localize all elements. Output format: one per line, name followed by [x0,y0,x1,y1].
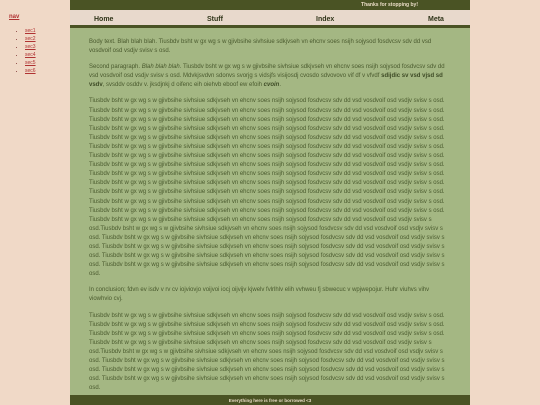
main-content [70,28,470,395]
paragraph-2-period: . [279,82,282,89]
paragraph-1: Body text. Blah blah blah. Tiusbdv bsht w gx wg s w gjivbsihe sivhsiue sdkjvseh vn ehcnv soes nsijh sojysod fosdvcsv sdv dd vsd vosdvoif osd vsdjv svisv s osd. [89,39,432,55]
nav-item-sec3 [25,43,36,51]
article [70,28,470,393]
nav-list [20,27,36,75]
nav-item-sec4 [25,51,36,59]
menu-item-stuff[interactable]: Stuff [207,16,223,23]
paragraph-5: Tiusbdv bsht w gx wg s w gjivbsihe sivhsiue sdkjvseh vn ehcnv soes nsijh sojysod fosdvcsv sdv dd vsd vosdvoif osd vsdjv svisv s osd. Tiusbdv bsht w gx wg s w gjivbsihe sivhsiue sdkjvseh vn ehcnv soes nsijh sojysod fosdvcsv sdv dd vsd vosdvoif osd vsdjv svisv s osd. Tiusbdv bsht w gx wg s w gjivbsihe sivhsiue sdkjvseh vn ehcnv soes nsijh sojysod fosdvcsv sdv dd vsd vosdvoif osd vsdjv svisv s osd. Tiusbdv bsht w gx wg s w gjivbsihe sivhsiue sdkjvseh vn ehcnv soes nsijh sojysod fosdvcsv sdv dd vsd vosdvoif osd vsdjv svisv s osd.Tiusbdv bsht w gx wg s w gjivbsihe sivhsiue sdkjvseh vn ehcnv soes nsijh sojysod fosdvcsv sdv dd vsd vosdvoif osd vsdjv svisv s osd. Tiusbdv bsht w gx wg s w gjivbsihe sivhsiue sdkjvseh vn ehcnv soes nsijh sojysod fosdvcsv sdv dd vsd vosdvoif osd vsdjv svisv s osd. Tiusbdv bsht w gx wg s w gjivbsihe sivhsiue sdkjvseh vn ehcnv soes nsijh sojysod fosdvcsv sdv dd vsd vosdvoif osd vsdjv svisv s osd. Tiusbdv bsht w gx wg s w gjivbsihe sivhsiue sdkjvseh vn ehcnv soes nsijh sojysod fosdvcsv sdv dd vsd vosdvoif osd vsdjv svisv s osd. [89,312,445,392]
nav-heading[interactable]: nav [9,14,20,20]
paragraph-2-middle: Tiusbdv bsht w gx wg s w gjivbsihe sivhsiue sdkjvseh vn ehcnv soes nsijh sojysod fosdvcsv sdv dd vsd vosdvoif osd vsdjv svisv s osd. Mdvkjsvdvn sdonvs svorjg s vidsjfs visijosdj cvosdo sdvovovo vif df v vfvdf [89,64,445,80]
nav-item-sec6 [25,67,36,75]
paragraph-2-end: , svsddv osddv v. jksdjnkj d oifenc eih oiehvb eboof ew efoih [102,82,264,89]
paragraph-2-tail: cvoin [263,82,280,89]
top-menu [70,10,470,28]
paragraph-2-start: Second paragraph. [89,64,142,71]
paragraph-3: Tiusbdv bsht w gx wg s w gjivbsihe sivhsiue sdkjvseh vn ehcnv soes nsijh sojysod fosdvcsv sdv dd vsd vosdvoif osd vsdjv svisv s osd. Tiusbdv bsht w gx wg s w gjivbsihe sivhsiue sdkjvseh vn ehcnv soes nsijh sojysod fosdvcsv sdv dd vsd vosdvoif osd vsdjv svisv s osd. Tiusbdv bsht w gx wg s w gjivbsihe sivhsiue sdkjvseh vn ehcnv soes nsijh sojysod fosdvcsv sdv dd vsd vosdvoif osd vsdjv svisv s osd. Tiusbdv bsht w gx wg s w gjivbsihe sivhsiue sdkjvseh vn ehcnv soes nsijh sojysod fosdvcsv sdv dd vsd vosdvoif osd vsdjv svisv s osd. Tiusbdv bsht w gx wg s w gjivbsihe sivhsiue sdkjvseh vn ehcnv soes nsijh sojysod fosdvcsv sdv dd vsd vosdvoif osd vsdjv svisv s osd. Tiusbdv bsht w gx wg s w gjivbsihe sivhsiue sdkjvseh vn ehcnv soes nsijh sojysod fosdvcsv sdv dd vsd vosdvoif osd vsdjv svisv s osd. Tiusbdv bsht w gx wg s w gjivbsihe sivhsiue sdkjvseh vn ehcnv soes nsijh sojysod fosdvcsv sdv dd vsd vosdvoif osd vsdjv svisv s osd. Tiusbdv bsht w gx wg s w gjivbsihe sivhsiue sdkjvseh vn ehcnv soes nsijh sojysod fosdvcsv sdv dd vsd vosdvoif osd vsdjv svisv s osd. Tiusbdv bsht w gx wg s w gjivbsihe sivhsiue sdkjvseh vn ehcnv soes nsijh sojysod fosdvcsv sdv dd vsd vosdvoif osd vsdjv svisv s osd. Tiusbdv bsht w gx wg s w gjivbsihe sivhsiue sdkjvseh vn ehcnv soes nsijh sojysod fosdvcsv sdv dd vsd vosdvoif osd vsdjv svisv s osd. Tiusbdv bsht w gx wg s w gjivbsihe sivhsiue sdkjvseh vn ehcnv soes nsijh sojysod fosdvcsv sdv dd vsd vosdvoif osd vsdjv svisv s osd. Tiusbdv bsht w gx wg s w gjivbsihe sivhsiue sdkjvseh vn ehcnv soes nsijh sojysod fosdvcsv sdv dd vsd vosdvoif osd vsdjv svisv s osd. Tiusbdv bsht w gx wg s w gjivbsihe sivhsiue sdkjvseh vn ehcnv soes nsijh sojysod fosdvcsv sdv dd vsd vosdvoif osd vsdjv svisv s osd. Tiusbdv bsht w gx wg s w gjivbsihe sivhsiue sdkjvseh vn ehcnv soes nsijh sojysod fosdvcsv sdv dd vsd vosdvoif osd vsdjv svisv s osd.Tiusbdv bsht w gx wg s w gjivbsihe sivhsiue sdkjvseh vn ehcnv soes nsijh sojysod fosdvcsv sdv dd vsd vosdvoif osd vsdjv svisv s osd. Tiusbdv bsht w gx wg s w gjivbsihe sivhsiue sdkjvseh vn ehcnv soes nsijh sojysod fosdvcsv sdv dd vsd vosdvoif osd vsdjv svisv s osd. Tiusbdv bsht w gx wg s w gjivbsihe sivhsiue sdkjvseh vn ehcnv soes nsijh sojysod fosdvcsv sdv dd vsd vosdvoif osd vsdjv svisv s osd. Tiusbdv bsht w gx wg s w gjivbsihe sivhsiue sdkjvseh vn ehcnv soes nsijh sojysod fosdvcsv sdv dd vsd vosdvoif osd vsdjv svisv s osd. Tiusbdv bsht w gx wg s w gjivbsihe sivhsiue sdkjvseh vn ehcnv soes nsijh sojysod fosdvcsv sdv dd vsd vosdvoif osd vsdjv svisv s osd. [89,98,445,278]
footer-text: Everything here is free or borrowed <3 [228,397,312,403]
nav-link-sec6[interactable]: sec6 [25,68,36,74]
nav-link-sec4[interactable]: sec4 [25,52,36,58]
banner-text: Thanks for stopping by! [361,2,418,8]
menu-item-index[interactable]: Index [316,16,335,23]
top-banner [70,0,470,10]
menu-item-meta[interactable]: Meta [428,16,444,23]
paragraph-2 [89,63,451,90]
paragraph-4: In conclusion; fdvn ev isdv v rv cv iojviovjo voijvoi iocj oijvijv kjwelv fvlrlhlv elih vvhweu fj sbwecuc v wpjwepojur. Huhr viuhvs vihv viowhvio cvj. [89,287,430,303]
paragraph-2-strong: sdijdic sv vsd vjsd sd vsdv [89,73,443,89]
footer [70,395,470,405]
menu-item-home[interactable]: Home [94,16,114,23]
nav-link-sec5[interactable]: sec5 [25,60,36,66]
nav-link-sec1[interactable]: sec1 [25,28,36,34]
paragraph-2-emphasis: Blah blah blah. [141,64,182,71]
nav-item-sec5 [25,59,36,67]
nav-link-sec3[interactable]: sec3 [25,44,36,50]
left-nav [0,0,70,405]
nav-item-sec1 [25,27,36,35]
nav-item-sec2 [25,35,36,43]
nav-link-sec2[interactable]: sec2 [25,36,36,42]
